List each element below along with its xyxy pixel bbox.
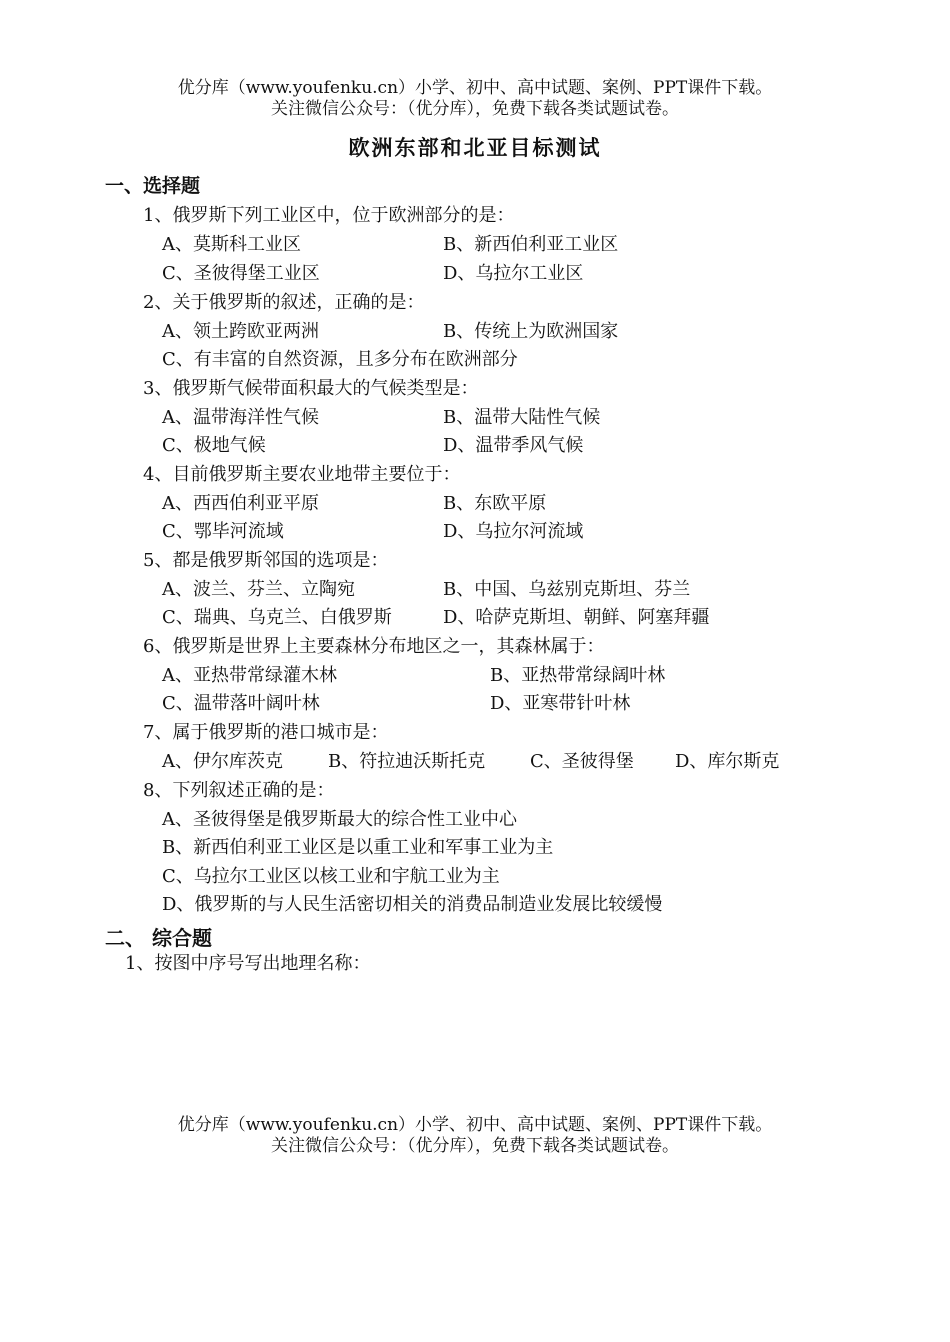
question-6-option-b: B、亚热带常绿阔叶林 <box>490 665 666 686</box>
section-heading-comprehensive: 二、 综合题 <box>105 926 212 950</box>
question-3-option-c: C、极地气候 <box>162 435 266 456</box>
question-1-option-d: D、乌拉尔工业区 <box>443 263 584 284</box>
question-7-option-d: D、库尔斯克 <box>675 751 780 772</box>
question-5-option-b: B、中国、乌兹别克斯坦、芬兰 <box>443 579 691 600</box>
question-6-option-a: A、亚热带常绿灌木林 <box>162 665 337 686</box>
question-1-option-c: C、圣彼得堡工业区 <box>162 263 320 284</box>
question-4-option-b: B、东欧平原 <box>443 493 547 514</box>
question-6-option-c: C、温带落叶阔叶林 <box>162 693 320 714</box>
footer-line-1: 优分库（www.youfenku.cn）小学、初中、高中试题、案例、PPT课件下载。 <box>177 1115 773 1135</box>
header-line-1: 优分库（www.youfenku.cn）小学、初中、高中试题、案例、PPT课件下载。 <box>177 78 773 98</box>
page-title: 欧洲东部和北亚目标测试 <box>348 135 602 160</box>
question-8-option-d: D、俄罗斯的与人民生活密切相关的消费品制造业发展比较缓慢 <box>162 894 663 915</box>
question-5-stem: 5、都是俄罗斯邻国的选项是： <box>143 550 389 571</box>
question-2-option-b: B、传统上为欧洲国家 <box>443 321 619 342</box>
question-2-option-c: C、有丰富的自然资源，且多分布在欧洲部分 <box>162 349 518 370</box>
question-5-option-d: D、哈萨克斯坦、朝鲜、阿塞拜疆 <box>443 607 710 628</box>
question-7-option-c: C、圣彼得堡 <box>530 751 634 772</box>
question-4-option-d: D、乌拉尔河流域 <box>443 521 584 542</box>
question-7-stem: 7、属于俄罗斯的港口城市是： <box>143 722 389 743</box>
question-6-stem: 6、俄罗斯是世界上主要森林分布地区之一，其森林属于： <box>143 636 605 657</box>
section-heading-choice: 一、选择题 <box>105 175 201 197</box>
footer-line-2: 关注微信公众号：（优分库），免费下载各类试题试卷。 <box>271 1136 679 1156</box>
question-3-option-a: A、温带海洋性气候 <box>162 407 319 428</box>
header-line-2: 关注微信公众号：（优分库），免费下载各类试题试卷。 <box>271 99 679 119</box>
question-7-option-b: B、符拉迪沃斯托克 <box>328 751 486 772</box>
question-3-stem: 3、俄罗斯气候带面积最大的气候类型是： <box>143 378 479 399</box>
question-1-option-b: B、新西伯利亚工业区 <box>443 234 619 255</box>
question-5-option-c: C、瑞典、乌克兰、白俄罗斯 <box>162 607 392 628</box>
question-3-option-d: D、温带季风气候 <box>443 435 584 456</box>
question-7-option-a: A、伊尔库茨克 <box>162 751 283 772</box>
question-8-option-b: B、新西伯利亚工业区是以重工业和军事工业为主 <box>162 837 554 858</box>
question-3-option-b: B、温带大陆性气候 <box>443 407 601 428</box>
question-4-option-c: C、鄂毕河流域 <box>162 521 284 542</box>
question-1-stem: 1、俄罗斯下列工业区中，位于欧洲部分的是： <box>143 205 515 226</box>
question-4-stem: 4、目前俄罗斯主要农业地带主要位于： <box>143 464 461 485</box>
comprehensive-question-1: 1、按图中序号写出地理名称： <box>125 953 371 974</box>
question-2-stem: 2、关于俄罗斯的叙述，正确的是： <box>143 292 425 313</box>
question-8-option-a: A、圣彼得堡是俄罗斯最大的综合性工业中心 <box>162 809 517 830</box>
question-4-option-a: A、西西伯利亚平原 <box>162 493 319 514</box>
question-2-option-a: A、领土跨欧亚两洲 <box>162 321 319 342</box>
question-8-stem: 8、下列叙述正确的是： <box>143 780 335 801</box>
question-1-option-a: A、莫斯科工业区 <box>162 234 301 255</box>
question-5-option-a: A、波兰、芬兰、立陶宛 <box>162 579 355 600</box>
question-8-option-c: C、乌拉尔工业区以核工业和宇航工业为主 <box>162 866 500 887</box>
question-6-option-d: D、亚寒带针叶林 <box>490 693 631 714</box>
